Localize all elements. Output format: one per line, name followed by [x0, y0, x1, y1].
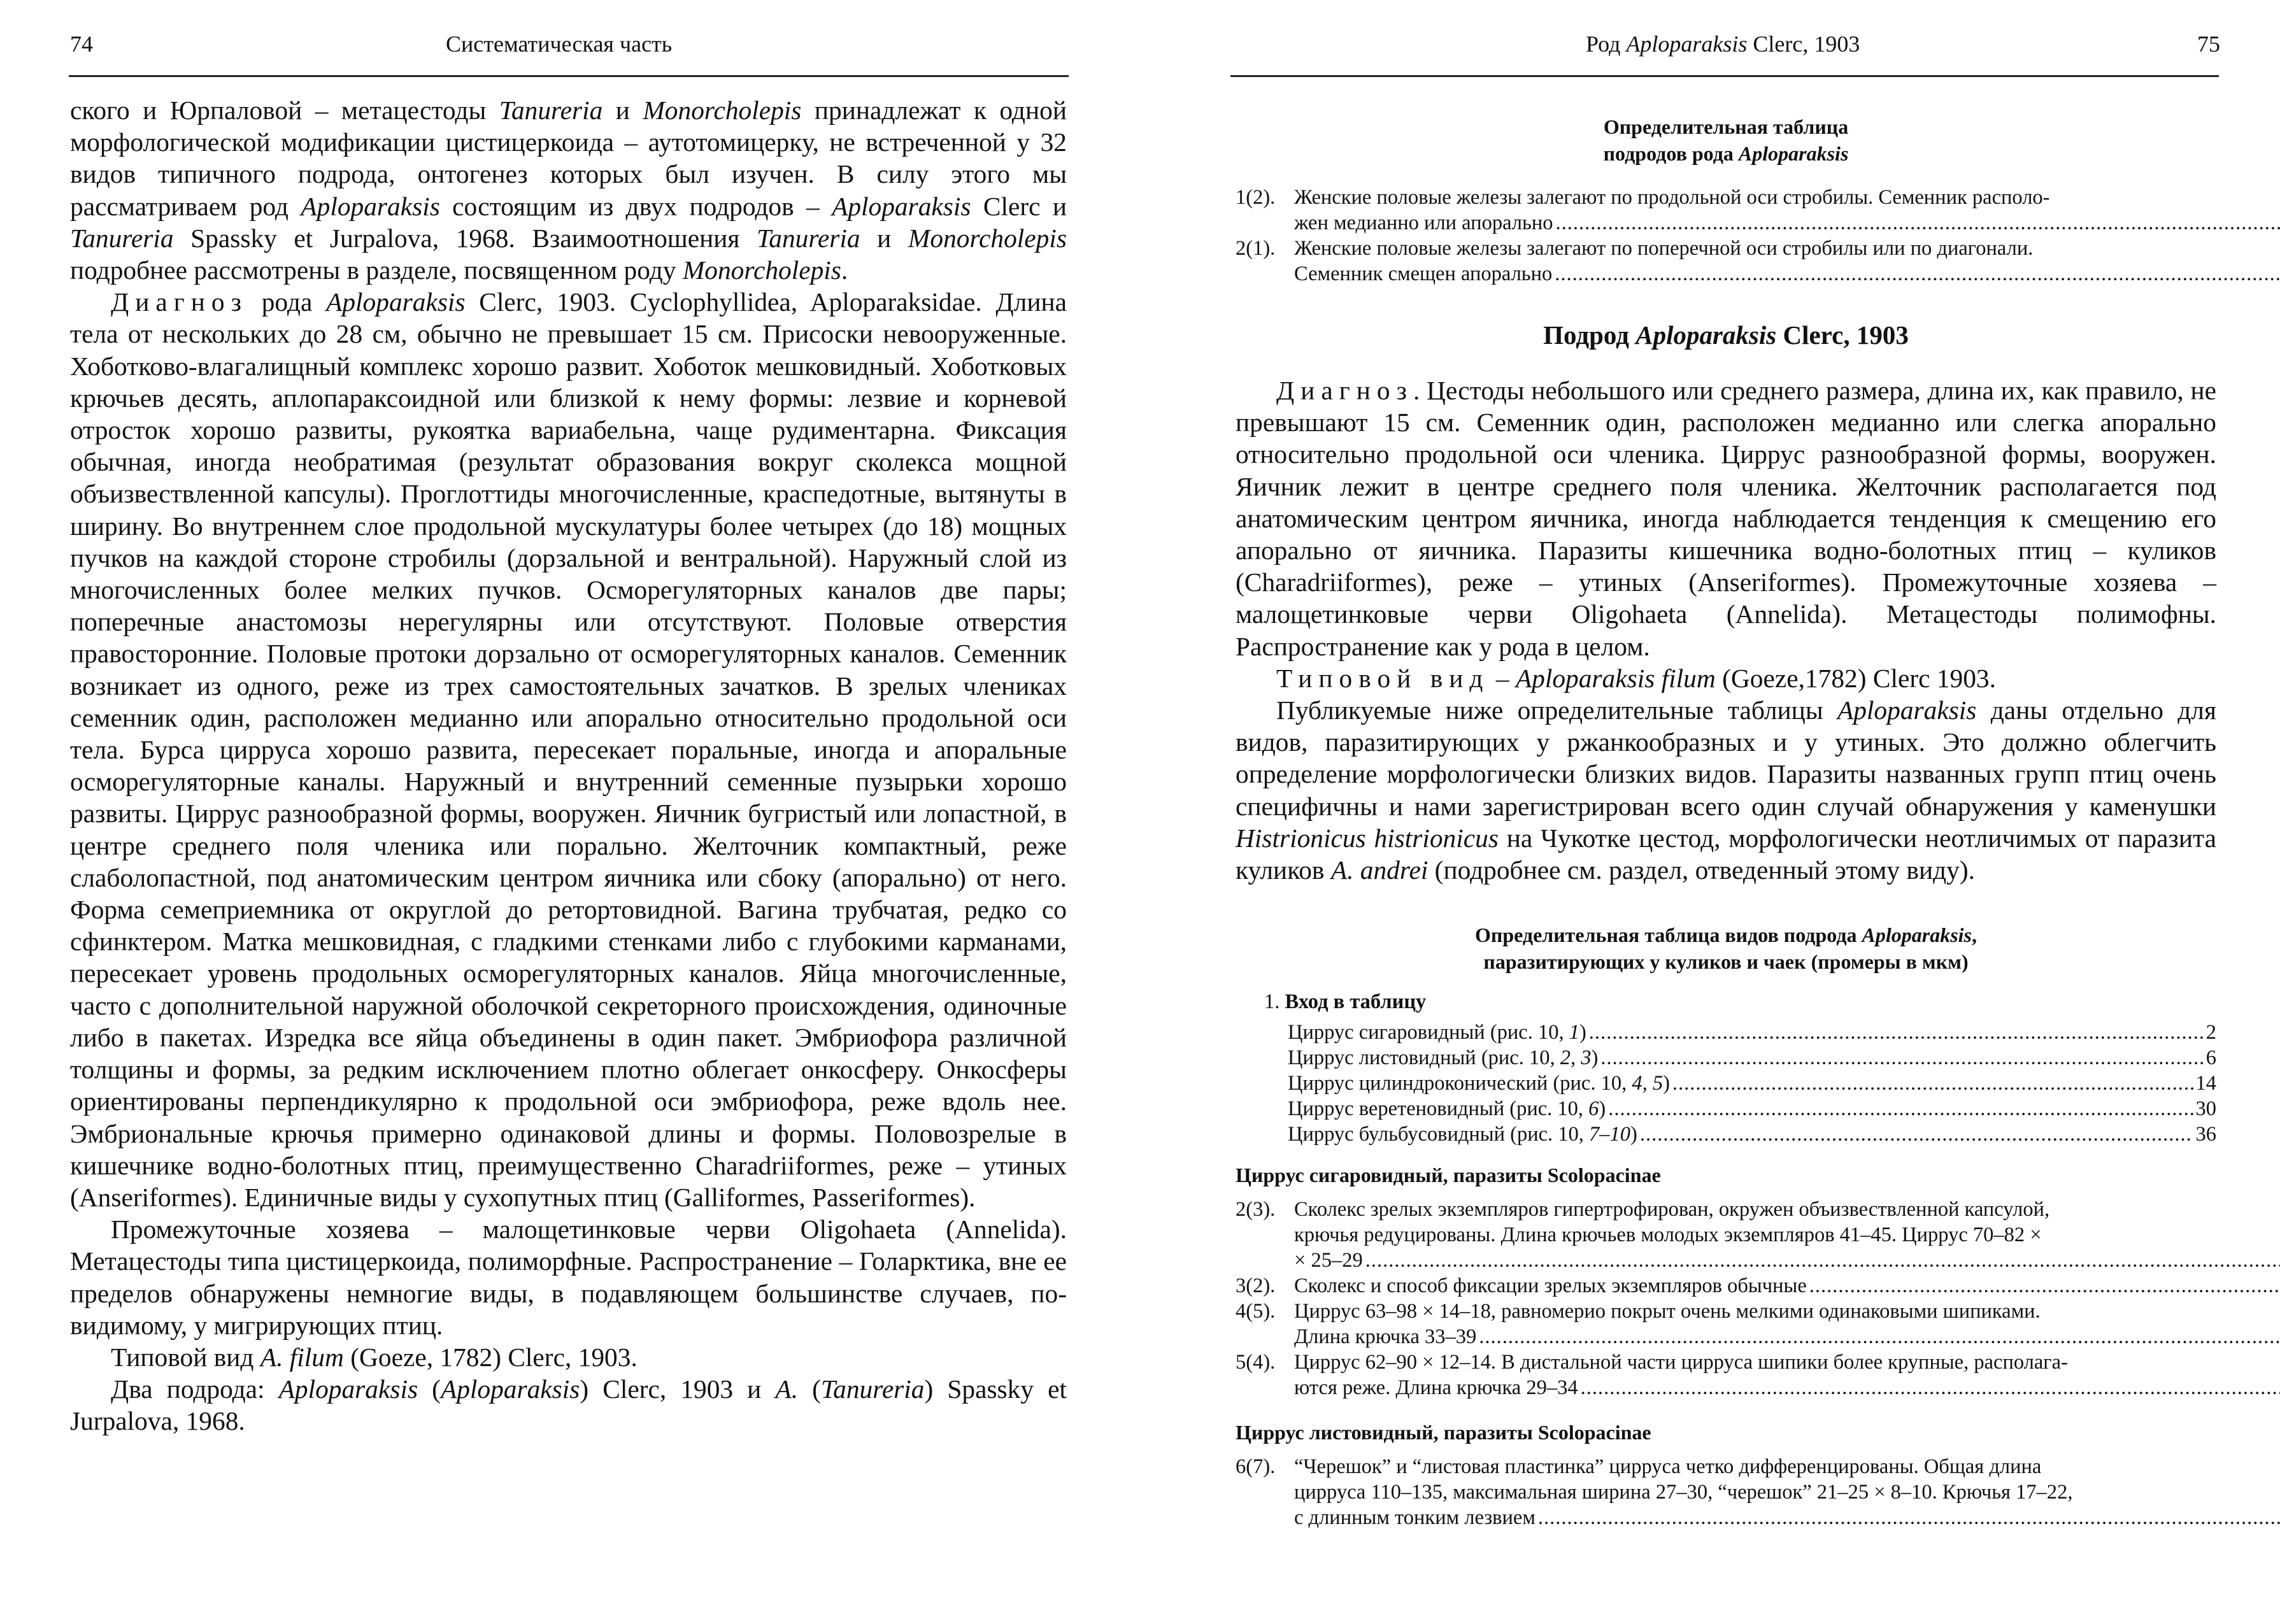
paragraph: Промежуточные хозяева – малощетинковые черви Oligohaeta (Annelida). Метацестоды типа цистицеркоида, полиморфные. Распространение – Голарктика, вне ее пределов обнаружены немногие виды, в подавляющем большинстве случаев, по-видимому, у мигрирующих птиц. — [70, 1214, 1067, 1340]
table1-title: Определительная таблица — [1603, 115, 1849, 138]
page-number: 75 — [2197, 31, 2220, 57]
key-row: 5(4). Циррус 62–90 × 12–14. В дистальной части цирруса шипики более крупные, располага- ются реже. Длина крючка 29–34 ..... — [1236, 1350, 2216, 1400]
entry-list — [1288, 1020, 2216, 1147]
right-body — [1236, 113, 2216, 1530]
paragraph: Публикуемые ниже определительные таблицы Aploparaksis даны отдельно для видов, паразитирующих у ржанкообразных и у утиных. Это должно облегчить определение морфологически близких видов. Паразиты названных групп птиц очень специфичны и нами зарегистрирован всего один случай обнаружения у каменушки Histrionicus histrionicus на Чукотке цестод, морфологически неотличимых от паразита куликов A. andrei (подробнее см. раздел, отведенный этому виду). — [1236, 695, 2216, 885]
table2-subtitle: паразитирующих у куликов и чаек (промеры в мкм) — [1483, 950, 1969, 974]
key-row: 2(3). Сколекс зрелых экземпляров гипертрофирован, окружен объизвествленной капсулой, крючья редуцированы. Длина крючьев молодых экземпляров 41–45. Циррус 70–82 × × 25–29 ..... — [1236, 1197, 2216, 1273]
list-item: Циррус цилиндроконический (рис. 10, 4, 5) ..... 14 — [1288, 1071, 2216, 1096]
list-item: Циррус листовидный (рис. 10, 2, 3) ..... 6 — [1288, 1045, 2216, 1071]
section-heading: Циррус листовидный, паразиты Scolopacinae — [1236, 1421, 1651, 1444]
paragraph-diagnosis: Диагноз. Цестоды небольшого или среднего размера, длина их, как правило, не превышают 15 см. Семенник один, расположен медианно или слегка апорально относительно продольной оси членика. Циррус разнообразной формы, вооружен. Яичник лежит в центре среднего поля членика. Желточник располагается под анатомическим центром яичника, иногда наблюдается тенденция к смещению его апорально от яичника. Паразиты кишечника водно-болотных птиц – куликов (Charadriiformes), реже – утиных (Anseriformes). Промежуточные хозяева – малощетинковые черви Oligohaeta (Annelida). Метацестоды полимофны. Распространение как у рода в целом. — [1236, 376, 2216, 661]
list-item: Циррус бульбусовидный (рис. 10, 7–10) ..... 36 — [1288, 1122, 2216, 1147]
running-header: Систематическая часть — [446, 31, 673, 57]
section-heading: Циррус сигаровидный, паразиты Scolopacinae — [1236, 1164, 1661, 1187]
header-rule — [69, 75, 1069, 77]
section2-key — [1236, 1454, 2216, 1530]
entry-heading: 1. Вход в таблицу — [1264, 990, 1427, 1014]
table1-subtitle: подродов рода Aploparaksis — [1603, 142, 1849, 165]
key-row: 3(2). Сколекс и способ фиксации зрелых экземпляров обычные ..... — [1236, 1273, 2216, 1299]
diagnosis-block — [1236, 374, 2216, 886]
left-body — [70, 94, 1067, 1437]
running-header: Род Aploparaksis Clerc, 1903 — [1586, 31, 1860, 57]
paragraph: Типовой вид A. filum (Goeze, 1782) Clerc, 1903. — [111, 1342, 638, 1372]
list-item: Циррус веретеновидный (рис. 10, 6) ..... 30 — [1288, 1096, 2216, 1122]
key-row: 2(1). Женские половые железы залегают по поперечной оси стробилы или по диагонали. Семенник смещен апорально ..... — [1236, 236, 2216, 287]
paragraph-type-species: Типовой вид – Aploparaksis filum (Goeze,1782) Clerc 1903. — [1276, 663, 1996, 693]
table2-title: Определительная таблица видов подрода Aploparaksis, — [1474, 923, 1977, 947]
key-row: 6(7). “Черешок” и “листовая пластинка” цирруса четко дифференцированы. Общая длина цирруса 110–135, максимальная ширина 27–30, “черешок” 21–25 × 8–10. Крючья 17–22, с длинным тонким лезвием ..... — [1236, 1454, 2216, 1530]
key-row: 1(2). Женские половые железы залегают по продольной оси стробилы. Семенник располо- жен медианно или апорально ..... — [1236, 185, 2216, 236]
paragraph-diagnosis: Диагноз рода Aploparaksis Clerc, 1903. Cyclophyllidea, Aploparaksidae. Длина тела от нескольких до 28 см, обычно не превышает 15 см. Присоски невооруженные. Хоботково-влагалищный комплекс хорошо развит. Хоботок мешковидный. Хоботковых крючьев десять, аплопараксоидной или близкой к нему формы: лезвие и корневой отросток хорошо развиты, рукоятка вариабельна, чаще рудиментарна. Фиксация обычная, иногда необратимая (результат образования вокруг сколекса мощной объизвествленной капсулы). Проглоттиды многочисленные, краспедотные, вытянуты в ширину. Во внутреннем слое продольной мускулатуры более четырех (до 18) мощных пучков на каждой стороне стробилы (дорзальной и вентральной). Наружный слой из многочисленных более мелких пучков. Осморегуляторных каналов две пары; поперечные анастомозы нерегулярны или отсутствуют. Половые отверстия правосторонние. Половые протоки дорзально от осморегуляторных каналов. Семенник возникает из одного, реже из трех самостоятельных зачатков. В зрелых члениках семенник один, расположен медианно или апорально относительно продольной оси тела. Бурса цирруса хорошо развита, пересекает поральные, иногда и апоральные осморегуляторные каналы. Наружный и внутренний семенные пузырьки хорошо развиты. Циррус разнообразной формы, вооружен. Яичник бугристый или лопастной, в центре среднего поля членика или порально. Желточник компактный, реже слаболопастной, под анатомическим центром яичника или сбоку (апорально) от него. Форма семеприемника от округлой до ретортовидной. Вагина трубчатая, редко со сфинктером. Матка мешковидная, с гладкими стенками либо с глубокими карманами, пересекает уровень продольных осморегуляторных каналов. Яйца многочисленные, часто с дополнительной наружной оболочкой секреторного происхождения, одиночные либо в пакетах. Изредка все яйца объединены в один пакет. Эмбриофора различной толщины и формы, за редким исключением плотно облегает онкосферу. Онкосферы ориентированы перпендикулярно к продольной оси эмбриофора, реже вдоль нее. Эмбриональные крючья примерно одинаковой длины и формы. Половозрелые в кишечнике водно-болотных птиц, преимущественно Charadriiformes, реже – утиных (Anseriformes). Единичные виды у сухопутных птиц (Galliformes, Passeriformes). — [70, 287, 1067, 1212]
header-rule — [1230, 75, 2219, 77]
right-page — [1140, 0, 2280, 1624]
page-number: 74 — [70, 31, 93, 57]
subgenus-heading: Подрод Aploparaksis Clerc, 1903 — [1543, 320, 1909, 350]
table1-key — [1236, 185, 2216, 287]
section1-key — [1236, 1197, 2216, 1400]
paragraph: ского и Юрпаловой – метацестоды Tanureria и Monorcholepis принадлежат к одной морфологической модификации цистицеркоида – аутотомицерку, не встреченной у 32 видов типичного подрода, онтогенез которых был изучен. В силу этого мы рассматриваем род Aploparaksis состоящим из двух подродов – Aploparaksis Clerc и Tanureria Spassky et Jurpalova, 1968. Взаимоотношения Tanureria и Monorcholepis подробнее рассмотрены в разделе, посвященном роду Monorcholepis. — [70, 96, 1067, 285]
list-item: Циррус сигаровидный (рис. 10, 1) ..... 2 — [1288, 1020, 2216, 1045]
paragraph: Два подрода: Aploparaksis (Aploparaksis) Clerc, 1903 и A. (Tanureria) Spassky et Jurpalova, 1968. — [70, 1374, 1067, 1436]
key-row: 4(5). Циррус 63–98 × 14–18, равномерио покрыт очень мелкими одинаковыми шипиками. Длина крючка 33–39 ..... — [1236, 1299, 2216, 1350]
